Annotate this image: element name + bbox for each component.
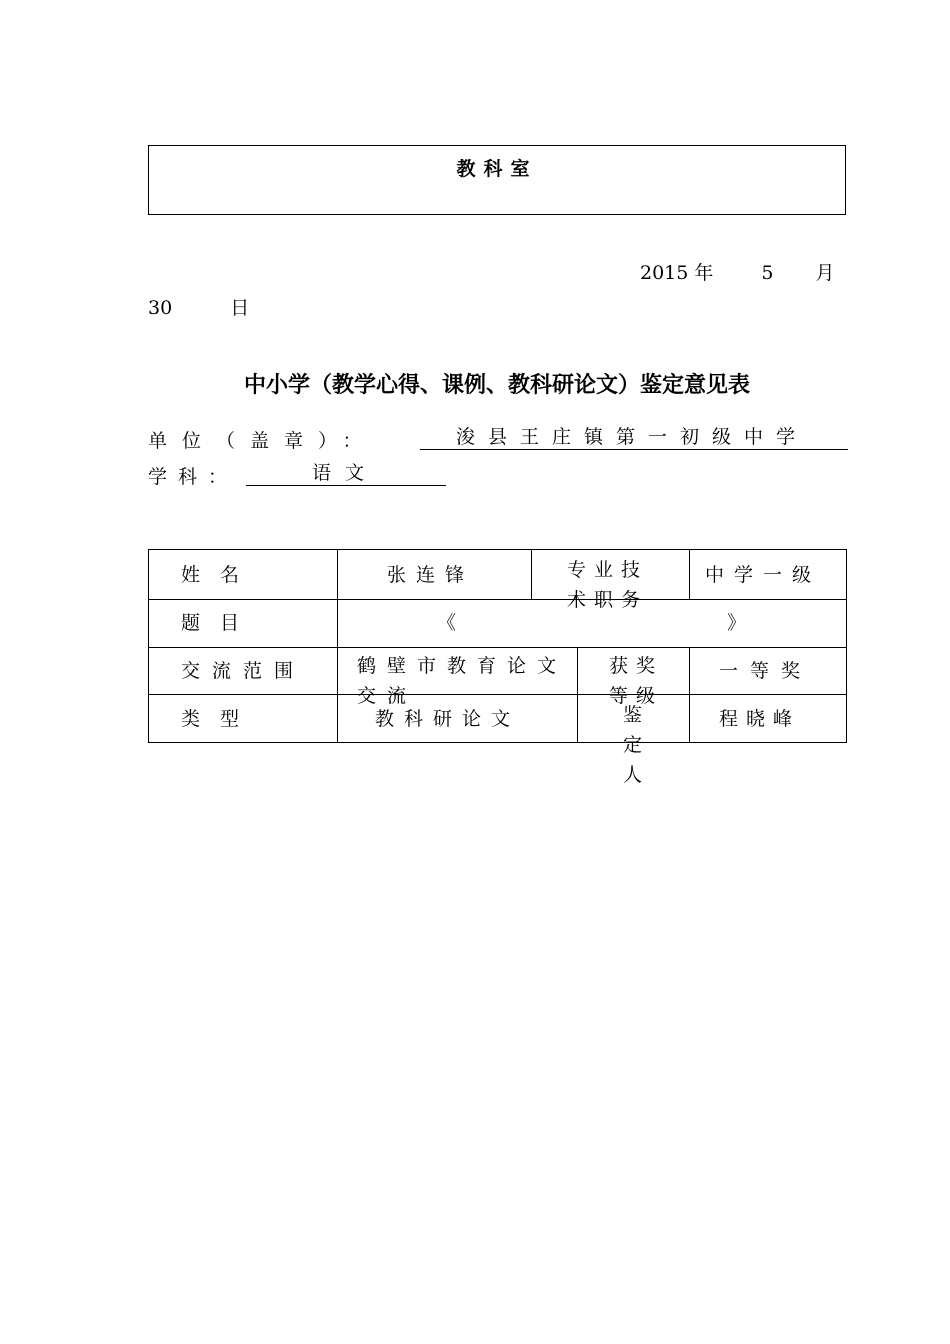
award-value: 一等奖 (719, 660, 813, 682)
header-box-label: 教科室 (456, 158, 538, 180)
subject-label: 学科： (148, 466, 239, 488)
date-year: 2015 (640, 262, 689, 284)
title-value: 中学一级 (705, 564, 822, 586)
unit-value: 浚县王庄镇第一初级中学 (420, 426, 848, 450)
title-label: 专业技术职务 (567, 559, 649, 611)
name-value: 张连锋 (387, 564, 475, 586)
type-label: 类型 (181, 708, 260, 730)
appraisal-table (148, 549, 847, 786)
table-divider (689, 550, 690, 599)
subject-value: 语文 (246, 462, 446, 486)
table-divider (149, 694, 846, 695)
topic-open-quote: 《 (437, 612, 457, 634)
page-title: 中小学（教学心得、课例、教科研论文）鉴定意见表 (243, 373, 750, 398)
table-divider (149, 599, 846, 600)
unit-label: 单位（盖章）： (148, 430, 377, 452)
date-day-line (148, 293, 249, 320)
appraiser-value: 程晓峰 (719, 708, 801, 730)
date-line (640, 258, 835, 285)
table-divider (337, 550, 338, 743)
name-label: 姓名 (181, 564, 260, 586)
type-value: 教科研论文 (375, 708, 521, 730)
topic-close-quote: 》 (727, 612, 747, 634)
table-divider (149, 647, 846, 648)
table-divider (531, 550, 532, 599)
scope-value: 鹤壁市教育论文交流 (357, 655, 568, 707)
table-divider (577, 647, 578, 743)
appraiser-label: 鉴定人 (623, 704, 643, 786)
table-divider (689, 647, 690, 743)
scope-label: 交流范围 (181, 660, 306, 682)
date-month-unit: 月 (815, 262, 835, 284)
topic-label: 题目 (181, 612, 260, 634)
header-box (148, 145, 846, 215)
date-year-unit: 年 (694, 262, 714, 284)
date-month: 5 (761, 262, 774, 284)
date-day: 30 (148, 297, 173, 319)
award-label: 获奖等级 (609, 655, 664, 707)
date-day-unit: 日 (230, 297, 250, 319)
